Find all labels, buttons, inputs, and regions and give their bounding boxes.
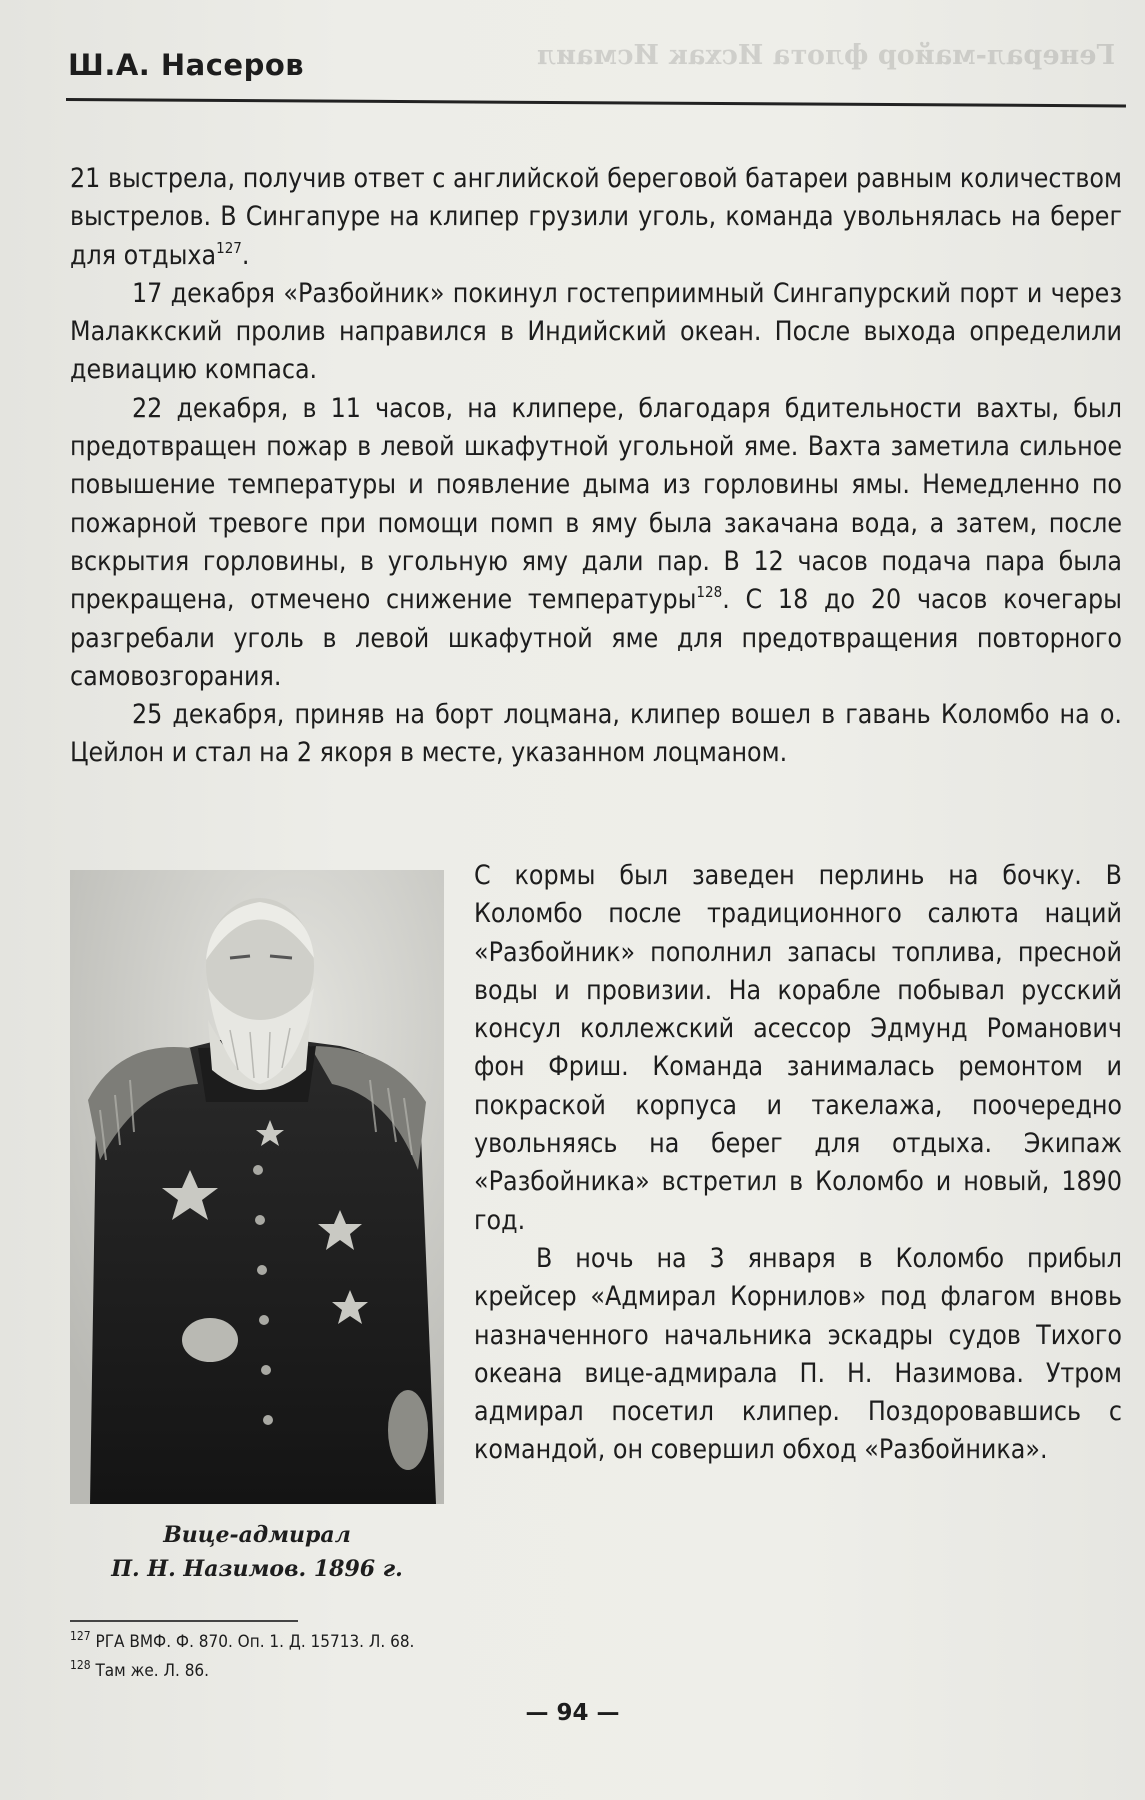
paragraph-4: 25 декабря, приняв на борт лоцмана, клипер вошел в гавань Коломбо на о. Цейлон и стал на 2 якоря в месте, указанном лоцманом. <box>70 699 1122 769</box>
paragraph-5: В ночь на 3 января в Коломбо прибыл крейсер «Адмирал Корнилов» под флагом вновь назначенного начальника эскадры судов Тихого океана вице-адмирала П. Н. Назимова. Утром адмирал посетил клипер. Поздоровавшись с командой, он совершил обход «Разбойника». <box>474 1242 1122 1466</box>
caption-line-1: Вице-адмирал <box>163 1522 351 1548</box>
footnote-ref-127[interactable]: 127 <box>216 238 242 257</box>
footnotes <box>70 1628 414 1686</box>
running-head: Ш.А. Насеров <box>68 48 305 82</box>
caption-line-2: П. Н. Назимов. 1896 г. <box>111 1556 403 1582</box>
paragraph-2: 17 декабря «Разбойник» покинул гостеприимный Сингапурский порт и через Малаккский пролив направился в Индийский океан. После выхода определили девиацию компаса. <box>70 277 1122 386</box>
wrapped-text-column <box>474 857 1122 1470</box>
admiral-portrait-image <box>70 870 444 1504</box>
main-text-column <box>70 160 1122 773</box>
footnote-rule <box>70 1620 298 1622</box>
paragraph-3: 22 декабря, в 11 часов, на клипере, благодаря бдительности вахты, был предотвращен пожар в левой шкафутной угольной яме. Вахта заметила сильное повышение температуры и появление дыма из горловины ямы. Немедленно по пожарной тревоге при помощи помп в яму была закачана вода, а затем, после вскрытия горловины, в угольную яму дали пар. В 12 часов подача пара была прекращена, отмечено снижение температуры$^{128}$. С 18 до 20 часов кочегары разгребали уголь в левой шкафутной яме для предотвращения повторного самовозгорания. <box>70 392 1122 692</box>
footnote-127: $^{127}$ РГА ВМФ. Ф. 870. Оп. 1. Д. 15713. Л. 68. <box>70 1629 415 1652</box>
portrait-photo <box>70 870 444 1504</box>
paragraph-1: 21 выстрела, получив ответ с английской береговой батареи равным количеством выстрелов. В Сингапуре на клипер грузили уголь, команда увольнялась на берег для отдыха$^{127}$. <box>70 163 1122 271</box>
paragraph-4-continued: С кормы был заведен перлинь на бочку. В Коломбо после традиционного салюта наций «Разбойник» пополнил запасы топлива, пресной воды и провизии. На корабле побывал русский консул коллежский асессор Эдмунд Романович фон Фриш. Команда занималась ремонтом и покраской корпуса и такелажа, поочередно увольняясь на берег для отдыха. Экипаж «Разбойника» встретил в Коломбо и новый, 1890 год. <box>474 860 1122 1236</box>
footnote-128: $^{128}$ Там же. Л. 86. <box>70 1658 210 1681</box>
header-rule <box>66 98 1126 107</box>
footnote-ref-128[interactable]: 128 <box>696 583 723 602</box>
page-number: — 94 — <box>525 1700 620 1726</box>
bleed-through-text: Генерал-майор флота Исхак Исмаил <box>536 40 1115 71</box>
photo-caption <box>70 1518 444 1586</box>
